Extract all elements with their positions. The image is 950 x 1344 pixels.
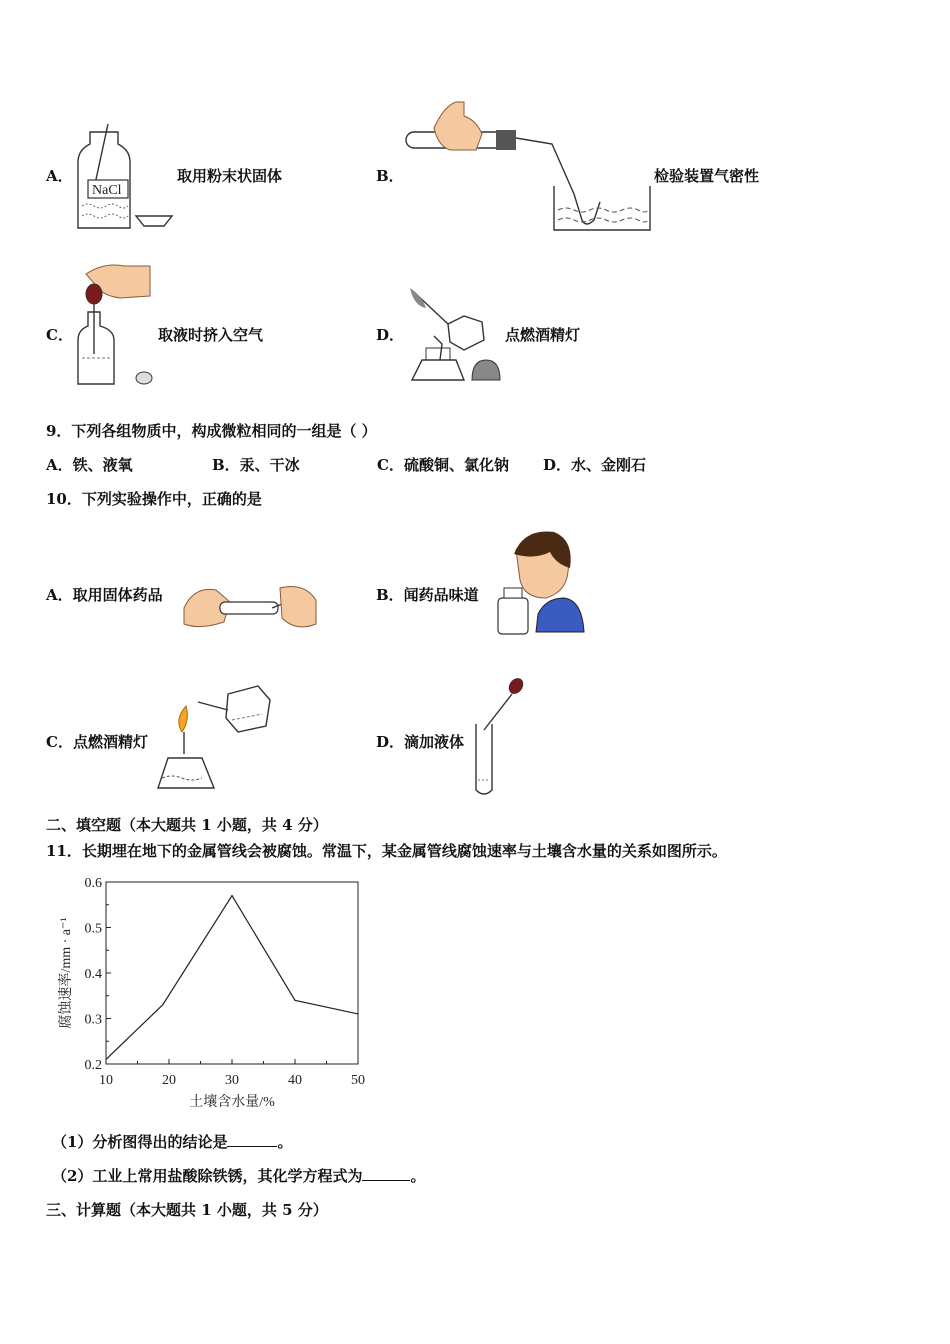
q9-option-a: A．铁、液氧 [46,456,133,474]
dropper-above-tube-illustration [470,676,530,800]
smell-chemical-boy-illustration [494,528,586,638]
chart-x-axis-label: 土壤含水量/% [189,1095,275,1110]
chart-y-tick-label: 0.3 [84,1012,102,1028]
q10-stem: 10．下列实验操作中，正确的是 [46,490,262,508]
section-2-heading: 二、填空题（本大题共 1 小题，共 4 分） [46,816,328,834]
chart-x-tick-label: 50 [351,1073,365,1088]
q11-sub2 [52,1165,425,1186]
q8-option-c-label: C． [46,326,73,344]
q11-sub1-prompt: （1）分析图得出的结论是 [52,1133,228,1151]
q9-option-b: B．汞、干冰 [212,456,300,474]
q11-sub2-end: 。 [410,1167,426,1185]
q8-option-a-text: 取用粉末状固体 [177,167,283,185]
alcohol-lamp-match-illustration [158,684,274,800]
q11-sub1-end: 。 [277,1133,293,1151]
q8-option-d-label: D． [376,326,405,344]
corrosion-rate-chart [56,870,386,1120]
q9-stem: 9．下列各组物质中，构成微粒相同的一组是（ ） [46,422,377,440]
q10-option-a: A．取用固体药品 [46,586,163,604]
chart-y-tick-label: 0.2 [84,1058,102,1073]
q8-option-b-text: 检验装置气密性 [654,167,760,185]
chart-plot-frame [106,882,358,1064]
chart-data-point [357,1013,358,1014]
q10-option-c: C．点燃酒精灯 [46,733,148,751]
q11-sub1-answer-blank[interactable] [227,1134,277,1147]
section-3-heading: 三、计算题（本大题共 1 小题，共 5 分） [46,1201,328,1219]
q11-stem: 11．长期埋在地下的金属管线会被腐蚀。常温下，某金属管线腐蚀速率与土壤含水量的关系如图所示。 [46,842,727,860]
q9-option-c: C．硫酸铜、氯化钠 [377,456,509,474]
chart-data-point [105,1059,106,1060]
chart-x-tick-label: 20 [162,1073,176,1088]
alcohol-lamp-light-illustration-wrong [404,288,504,388]
q9-option-d: D．水、金刚石 [543,456,647,474]
chart-y-tick-label: 0.4 [84,967,102,982]
powder-bottle-illustration [70,122,180,234]
q10-option-d: D．滴加液体 [376,733,465,751]
q11-sub2-prompt: （2）工业上常用盐酸除铁锈，其化学方程式为 [52,1167,363,1185]
q11-sub2-answer-blank[interactable] [362,1168,410,1181]
chart-y-axis-label: 腐蚀速率/mm · a⁻¹ [59,917,74,1029]
q8-option-b-label: B． [376,167,404,185]
q8-option-a-label: A． [46,167,73,185]
chart-x-tick-label: 40 [288,1073,302,1088]
chart-data-point [162,1004,163,1005]
q11-sub1 [52,1131,292,1152]
q8-option-d-text: 点燃酒精灯 [505,326,581,344]
chart-data-point [231,895,232,896]
chart-x-tick-label: 10 [99,1073,113,1088]
airtight-check-illustration [404,98,656,234]
dropper-squeeze-illustration [74,262,158,388]
q10-option-b: B．闻药品味道 [376,586,479,604]
q8-option-c-text: 取液时挤入空气 [158,326,264,344]
chart-series-line [106,896,358,1060]
chart-y-tick-label: 0.6 [84,876,102,891]
chart-x-tick-label: 30 [225,1073,239,1088]
nacl-bottle-label: NaCl [92,183,122,198]
chart-y-tick-label: 0.5 [84,921,102,937]
solid-reagent-tweezers-illustration [180,578,320,634]
chart-data-point [294,1000,295,1001]
